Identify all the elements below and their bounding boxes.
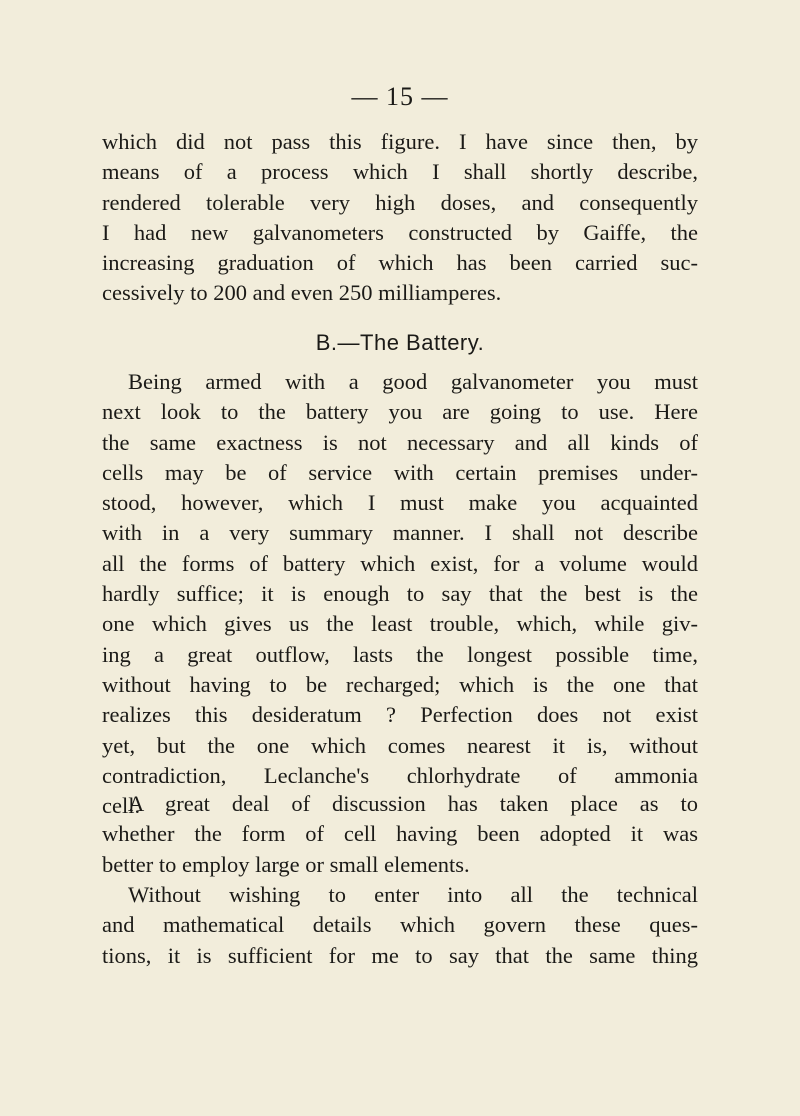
text-line: contradiction, Leclanche's chlorhydrate of ammonia <box>102 762 698 788</box>
text-line: ing a great outflow, lasts the longest possible time, <box>102 641 698 667</box>
section-heading: B.—The Battery. <box>315 330 485 355</box>
paragraph-galvanometers <box>102 127 698 309</box>
text-line: with in a very summary manner. I shall not describe <box>102 520 698 546</box>
text-line: I had new galvanometers constructed by Gaiffe, the <box>102 219 698 245</box>
text-line: Being armed with a good galvanometer you must <box>128 369 698 394</box>
text-line: stood, however, which I must make you acquainted <box>102 490 698 516</box>
text-line: without having to be recharged; which is the one that <box>102 671 698 697</box>
page-number: — 15 — <box>351 82 449 111</box>
text-line: cell. <box>102 793 141 819</box>
text-line: next look to the battery you are going to use. Here <box>102 399 698 425</box>
text-line: means of a process which I shall shortly describe, <box>102 159 698 185</box>
text-line: the same exactness is not necessary and all kinds of <box>102 429 698 455</box>
text-line: which did not pass this figure. I have since then, by <box>102 129 698 154</box>
text-line: increasing graduation of which has been carried suc- <box>102 250 698 276</box>
text-line: A great deal of discussion has taken place as to <box>128 791 698 816</box>
text-line: cessively to 200 and even 250 milliamperes. <box>102 280 502 306</box>
text-line: cells may be of service with certain premises under- <box>102 459 698 485</box>
text-line: Without wishing to enter into all the technical <box>128 882 698 907</box>
paragraph-discussion <box>102 789 698 880</box>
text-line: better to employ large or small elements. <box>102 851 470 877</box>
text-line: whether the form of cell having been adopted it was <box>102 821 698 847</box>
text-line: rendered tolerable very high doses, and consequently <box>102 189 698 215</box>
text-line: tions, it is sufficient for me to say that the same thing <box>102 942 698 968</box>
paragraph-battery <box>102 367 698 821</box>
text-line: all the forms of battery which exist, for a volume would <box>102 550 698 576</box>
text-line: and mathematical details which govern these ques- <box>102 912 698 938</box>
text-line: realizes this desideratum ? Perfection does not exist <box>102 702 698 728</box>
paragraph-technical <box>102 880 698 971</box>
text-line: yet, but the one which comes nearest it is, without <box>102 732 698 758</box>
text-line: hardly suffice; it is enough to say that the best is the <box>102 581 698 607</box>
text-line: one which gives us the least trouble, which, while giv- <box>102 611 698 637</box>
